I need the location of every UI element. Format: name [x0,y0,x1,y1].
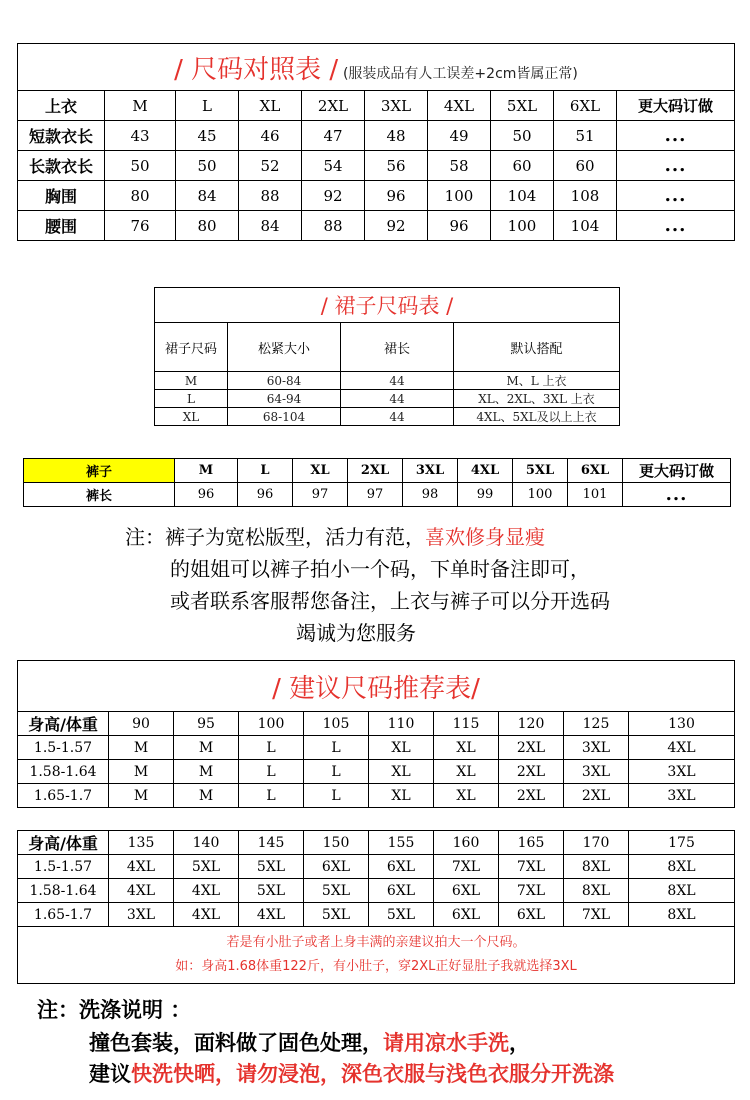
table-cell: 4XL [239,903,304,927]
top-size-table [17,43,735,241]
table-cell: 5XL [304,879,369,903]
header-cell: 135 [109,831,174,855]
size-tip-cell [18,927,735,984]
table-cell: 50 [176,151,239,181]
table-cell: 44 [341,408,454,426]
table-cell: 4XL [629,736,735,760]
header-cell: 身高/体重 [18,712,109,736]
top-size-header-row [18,91,735,121]
table-cell: 50 [105,151,176,181]
table-cell: 44 [341,390,454,408]
wash-highlight: 快洗快晒，请勿浸泡，深色衣服与浅色衣服分开洗涤 [131,1062,614,1086]
header-cell: M [175,459,238,483]
table-cell: L [239,760,304,784]
table-cell: M [109,760,174,784]
header-cell: 150 [304,831,369,855]
table-cell: 96 [238,483,293,507]
header-cell: 裙子尺码 [155,323,228,372]
table-cell: 43 [105,121,176,151]
table-cell: M [174,736,239,760]
table-row [24,483,731,507]
table-cell: 45 [176,121,239,151]
header-cell: XL [239,91,302,121]
header-cell: 6XL [568,459,623,483]
table-cell: 4XL [109,855,174,879]
table-cell: ... [617,121,735,151]
header-cell: 175 [629,831,735,855]
table-cell: 46 [239,121,302,151]
table-cell: 8XL [629,879,735,903]
header-cell: 90 [109,712,174,736]
header-cell: 120 [499,712,564,736]
table-cell: ... [617,181,735,211]
pants-header-row [24,459,731,483]
table-cell: 7XL [564,903,629,927]
table-cell: 97 [293,483,348,507]
header-cell: 165 [499,831,564,855]
table-cell: XL [155,408,228,426]
table-cell: 100 [491,211,554,241]
table-row [18,211,735,241]
table-cell: 4XL [174,903,239,927]
table-cell: M [109,736,174,760]
table-cell: 47 [302,121,365,151]
header-cell: 2XL [302,91,365,121]
table-cell: 52 [239,151,302,181]
table-cell: 92 [365,211,428,241]
table-cell: 58 [428,151,491,181]
table-cell: 92 [302,181,365,211]
row-label: 1.5-1.57 [18,736,109,760]
table-cell: 104 [491,181,554,211]
table-row [18,879,735,903]
wash-line [89,1058,614,1088]
table-cell: 99 [458,483,513,507]
table-row [18,121,735,151]
header-cell: L [176,91,239,121]
table-row [18,181,735,211]
note-line: 或者联系客服帮您备注，上衣与裤子可以分开选码 [170,589,610,613]
row-label: 长款衣长 [18,151,105,181]
table-cell: 98 [403,483,458,507]
header-cell: 更大码订做 [617,91,735,121]
table-cell: ... [617,211,735,241]
table-cell: L [239,784,304,808]
header-cell: 105 [304,712,369,736]
table-cell: 97 [348,483,403,507]
table-cell: 84 [239,211,302,241]
pants-size-table [23,458,731,507]
header-cell: 130 [629,712,735,736]
pants-label-cell: 裤子 [24,459,175,483]
table-cell: 6XL [434,879,499,903]
table-cell: XL [434,760,499,784]
header-cell: 5XL [491,91,554,121]
table-cell: 2XL [564,784,629,808]
table-cell: 3XL [109,903,174,927]
header-cell: 4XL [458,459,513,483]
recommend-header-row [18,712,735,736]
header-cell: 4XL [428,91,491,121]
header-cell: 裙长 [341,323,454,372]
tolerance-note: (服装成品有人工误差+2cm皆属正常) [342,65,578,82]
table-cell: 44 [341,372,454,390]
table-cell: 60 [554,151,617,181]
table-cell: M、L 上衣 [454,372,620,390]
table-cell: 6XL [304,855,369,879]
table-cell: M [174,760,239,784]
table-cell: 101 [568,483,623,507]
table-cell: 2XL [499,736,564,760]
table-cell: 54 [302,151,365,181]
table-cell: 8XL [564,855,629,879]
table-cell: 5XL [239,855,304,879]
row-label: 短款衣长 [18,121,105,151]
table-cell: 51 [554,121,617,151]
recommend-size-table-2 [17,830,735,984]
table-cell: ... [623,483,731,507]
table-cell: 5XL [369,903,434,927]
size-tip-row [18,927,735,984]
header-cell: 145 [239,831,304,855]
wash-text: ， [509,1031,530,1055]
header-cell: 上衣 [18,91,105,121]
table-cell: 6XL [499,903,564,927]
table-cell: 84 [176,181,239,211]
table-cell: XL、2XL、3XL 上衣 [454,390,620,408]
table-cell: 5XL [304,903,369,927]
size-tip-line: 若是有小肚子或者上身丰满的亲建议拍大一个尺码。 [226,935,526,950]
top-size-title-cell [18,44,735,91]
table-cell: L [155,390,228,408]
table-cell: 60-84 [228,372,341,390]
table-cell: 4XL [109,879,174,903]
table-cell: 3XL [629,760,735,784]
header-cell: 170 [564,831,629,855]
table-cell: 80 [176,211,239,241]
table-cell: 108 [554,181,617,211]
table-row [18,760,735,784]
table-cell: 8XL [629,903,735,927]
note-line: 竭诚为您服务 [296,621,416,645]
note-highlight: 喜欢修身显瘦 [425,525,545,549]
table-cell: XL [369,784,434,808]
table-cell: 8XL [564,879,629,903]
row-label: 1.5-1.57 [18,855,109,879]
row-label: 裤长 [24,483,175,507]
table-cell: 100 [513,483,568,507]
size-tip-line: 如：身高1.68体重122斤，有小肚子，穿2XL正好显肚子我就选择3XL [175,959,577,974]
header-cell: XL [293,459,348,483]
table-row [18,151,735,181]
table-cell: 88 [239,181,302,211]
recommend-header-row [18,831,735,855]
table-cell: 100 [428,181,491,211]
header-cell: 5XL [513,459,568,483]
table-row [155,372,620,390]
header-cell: 140 [174,831,239,855]
table-cell: 64-94 [228,390,341,408]
table-cell: 3XL [564,760,629,784]
table-cell: L [304,784,369,808]
header-cell: 2XL [348,459,403,483]
table-cell: 6XL [369,855,434,879]
header-cell: 3XL [403,459,458,483]
table-row [18,903,735,927]
table-cell: 96 [428,211,491,241]
top-size-title: / 尺码对照表 / [174,54,339,85]
table-cell: 68-104 [228,408,341,426]
row-label: 胸围 [18,181,105,211]
note-line: 的姐姐可以裤子拍小一个码，下单时备注即可， [170,557,590,581]
header-cell: 默认搭配 [454,323,620,372]
skirt-size-table [154,287,620,426]
table-cell: XL [369,736,434,760]
table-cell: 76 [105,211,176,241]
table-cell: 2XL [499,760,564,784]
table-cell: 4XL [174,879,239,903]
table-cell: 96 [175,483,238,507]
table-cell: 96 [365,181,428,211]
table-cell: 3XL [564,736,629,760]
header-cell: 125 [564,712,629,736]
note-text: 注：裤子为宽松版型，活力有范， [125,525,425,549]
table-cell: L [304,736,369,760]
table-cell: 7XL [499,855,564,879]
header-cell: 95 [174,712,239,736]
table-cell: M [109,784,174,808]
table-cell: 48 [365,121,428,151]
table-cell: 49 [428,121,491,151]
table-row [18,784,735,808]
row-label: 1.65-1.7 [18,903,109,927]
wash-text: 撞色套装，面料做了固色处理， [89,1031,383,1055]
table-row [18,855,735,879]
table-cell: XL [434,736,499,760]
header-cell: 3XL [365,91,428,121]
table-cell: 6XL [369,879,434,903]
header-cell: 100 [239,712,304,736]
recommend-size-table-1 [17,660,735,808]
table-cell: 7XL [434,855,499,879]
table-cell: M [155,372,228,390]
wash-highlight: 请用凉水手洗 [383,1031,509,1055]
table-cell: 80 [105,181,176,211]
row-label: 1.65-1.7 [18,784,109,808]
skirt-header-row [155,323,620,372]
table-cell: 8XL [629,855,735,879]
wash-line [89,1027,530,1057]
table-cell: 56 [365,151,428,181]
row-label: 1.58-1.64 [18,879,109,903]
table-cell: 88 [302,211,365,241]
table-cell: 104 [554,211,617,241]
table-row [155,408,620,426]
table-cell: XL [369,760,434,784]
row-label: 腰围 [18,211,105,241]
header-cell: 110 [369,712,434,736]
header-cell: 155 [369,831,434,855]
table-cell: L [304,760,369,784]
table-cell: 7XL [499,879,564,903]
table-cell: 3XL [629,784,735,808]
header-cell: 160 [434,831,499,855]
header-cell: 115 [434,712,499,736]
table-cell: 6XL [434,903,499,927]
table-cell: 5XL [174,855,239,879]
wash-title: 注：洗涤说明 ： [37,998,192,1022]
header-cell: M [105,91,176,121]
row-label: 1.58-1.64 [18,760,109,784]
table-cell: 5XL [239,879,304,903]
header-cell: 更大码订做 [623,459,731,483]
header-cell: L [238,459,293,483]
table-row [18,736,735,760]
table-cell: 4XL、5XL及以上上衣 [454,408,620,426]
table-cell: ... [617,151,735,181]
table-cell: 50 [491,121,554,151]
header-cell: 6XL [554,91,617,121]
note-line [125,522,545,553]
table-cell: L [239,736,304,760]
table-cell: XL [434,784,499,808]
wash-text: 建议 [89,1062,131,1086]
recommend-size-title: / 建议尺码推荐表/ [18,661,735,712]
header-cell: 身高/体重 [18,831,109,855]
header-cell: 松紧大小 [228,323,341,372]
table-cell: 60 [491,151,554,181]
table-cell: M [174,784,239,808]
table-cell: 2XL [499,784,564,808]
skirt-size-title: / 裙子尺码表 / [155,288,620,323]
table-row [155,390,620,408]
